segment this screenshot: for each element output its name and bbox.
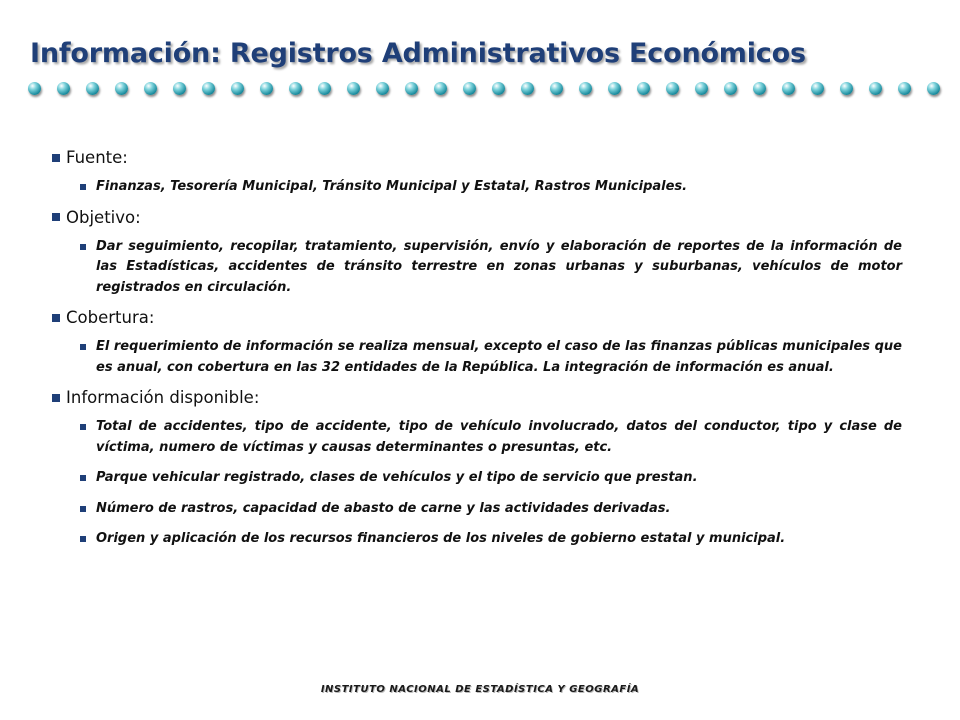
- bullet-content: [52, 148, 902, 560]
- list-item: [80, 337, 902, 378]
- divider-dot: [405, 82, 418, 95]
- divider-dot: [434, 82, 447, 95]
- divider-dot: [695, 82, 708, 95]
- section-objetivo: [52, 208, 902, 299]
- divider-dot: [28, 82, 41, 95]
- divider-dot: [550, 82, 563, 95]
- square-bullet-icon: [80, 424, 86, 430]
- list-item: [80, 177, 902, 198]
- list-item: [80, 529, 902, 550]
- divider-dot: [753, 82, 766, 95]
- square-bullet-icon: [52, 394, 60, 402]
- square-bullet-icon: [80, 536, 86, 542]
- section-cobertura: [52, 308, 902, 378]
- divider-dot: [782, 82, 795, 95]
- list-item-text: Dar seguimiento, recopilar, tratamiento, supervisión, envío y elaboración de reportes de la información de las Estadísticas, accidentes de tránsito terrestre en zonas urbanas y suburbanas, vehículos de motor registrados en circulación.: [96, 238, 902, 295]
- section-informacion-disponible: [52, 388, 902, 550]
- divider-dot: [57, 82, 70, 95]
- list-item-text: Origen y aplicación de los recursos financieros de los niveles de gobierno estatal y municipal.: [96, 531, 786, 546]
- divider-dot: [376, 82, 389, 95]
- divider-dot: [869, 82, 882, 95]
- list-item: [80, 499, 902, 520]
- list-item-text: Finanzas, Tesorería Municipal, Tránsito Municipal y Estatal, Rastros Municipales.: [96, 179, 688, 194]
- section-heading: Cobertura:: [66, 308, 155, 327]
- divider-dot: [289, 82, 302, 95]
- divider-dot: [144, 82, 157, 95]
- section-heading: Objetivo:: [66, 207, 141, 227]
- divider-dot: [811, 82, 824, 95]
- divider-dot: [463, 82, 476, 95]
- divider-dot: [724, 82, 737, 95]
- list-item-text: Total de accidentes, tipo de accidente, tipo de vehículo involucrado, datos del conductor, tipo y clase de víctima, numero de víctimas y causas determinantes o presuntas, etc.: [96, 419, 902, 455]
- divider-dot: [86, 82, 99, 95]
- divider-dot: [666, 82, 679, 95]
- divider-dot: [202, 82, 215, 95]
- square-bullet-icon: [80, 244, 86, 250]
- section-fuente: [52, 148, 902, 198]
- list-item: [80, 417, 902, 458]
- divider-dot: [347, 82, 360, 95]
- divider-dot: [318, 82, 331, 95]
- title-dot-divider: [28, 78, 940, 98]
- divider-dot: [492, 82, 505, 95]
- divider-dot: [173, 82, 186, 95]
- list-item-text: Parque vehicular registrado, clases de vehículos y el tipo de servicio que prestan.: [96, 470, 698, 485]
- square-bullet-icon: [52, 314, 60, 322]
- list-item: [80, 468, 902, 489]
- divider-dot: [260, 82, 273, 95]
- divider-dot: [898, 82, 911, 95]
- section-heading: Fuente:: [66, 148, 128, 167]
- divider-dot: [927, 82, 940, 95]
- divider-dot: [637, 82, 650, 95]
- divider-dot: [608, 82, 621, 95]
- divider-dot: [115, 82, 128, 95]
- square-bullet-icon: [80, 475, 86, 481]
- page-title: Información: Registros Administrativos Económicos: [30, 38, 806, 69]
- divider-dot: [840, 82, 853, 95]
- divider-dot: [521, 82, 534, 95]
- square-bullet-icon: [80, 184, 86, 190]
- section-heading: Información disponible:: [66, 388, 260, 407]
- list-item-text: El requerimiento de información se realiza mensual, excepto el caso de las finanzas públicas municipales que es anual, con cobertura en las 32 entidades de la República. La integración de información es anual.: [96, 339, 902, 375]
- list-item-text: Número de rastros, capacidad de abasto de carne y las actividades derivadas.: [96, 500, 671, 516]
- divider-dot: [231, 82, 244, 95]
- square-bullet-icon: [52, 154, 60, 162]
- divider-dot: [579, 82, 592, 95]
- square-bullet-icon: [80, 506, 86, 512]
- square-bullet-icon: [52, 213, 60, 221]
- square-bullet-icon: [80, 344, 86, 350]
- list-item: [80, 237, 902, 299]
- footer-institution: INSTITUTO NACIONAL DE ESTADÍSTICA Y GEOGRAFÍA: [320, 684, 640, 695]
